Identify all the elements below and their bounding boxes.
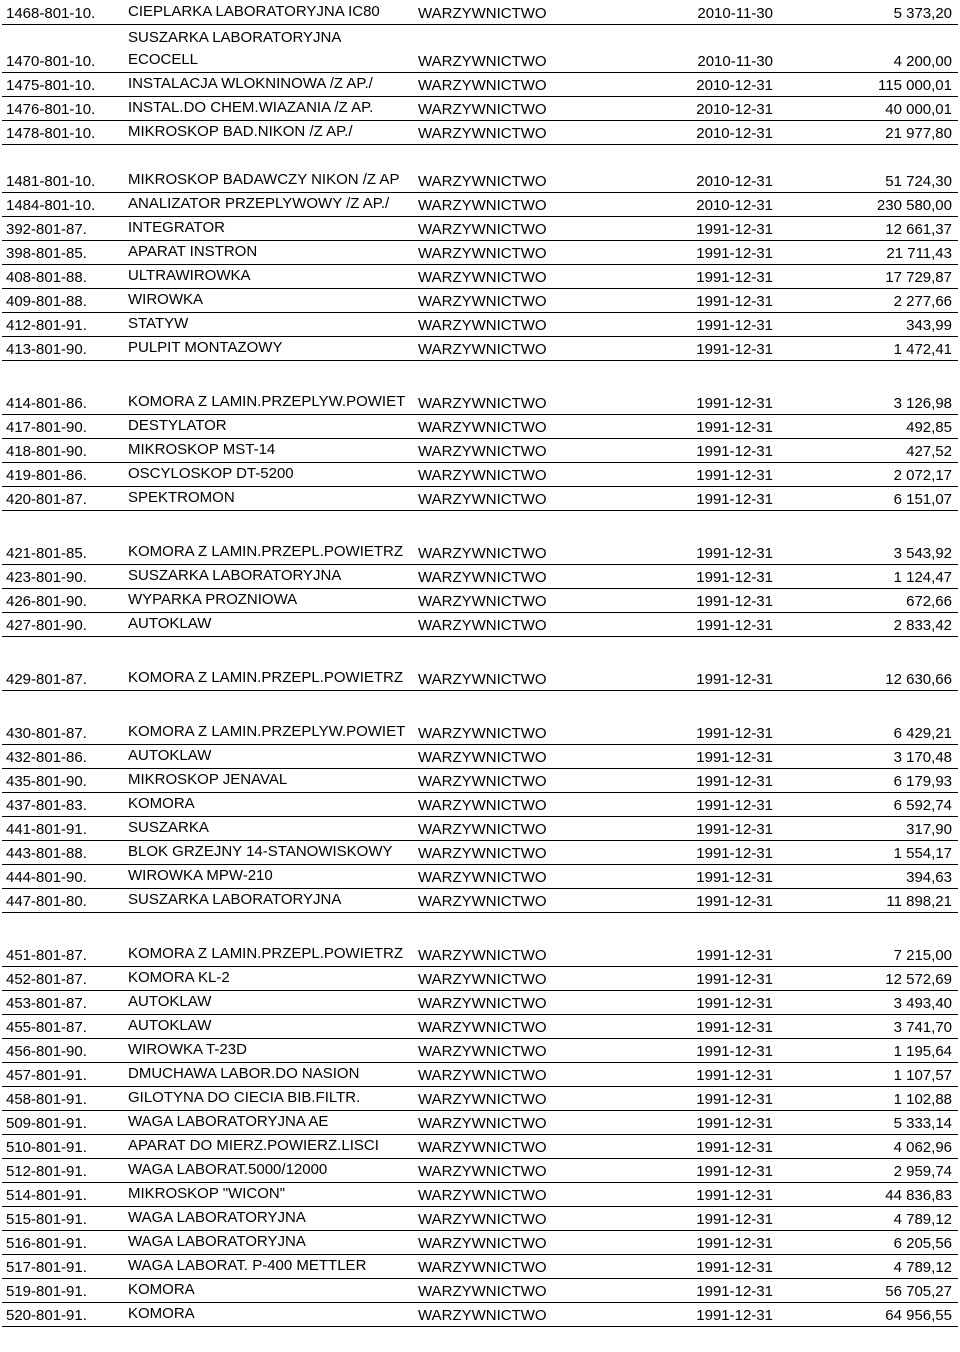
value-cell: 6 429,21: [776, 690, 958, 744]
category-cell: WARZYWNICTWO: [414, 588, 570, 612]
asset-name-cell: WIROWKA T-23D: [124, 1038, 414, 1062]
asset-name-cell: SPEKTROMON: [124, 486, 414, 510]
asset-id-cell: 458-801-91.: [2, 1086, 124, 1110]
asset-name-cell: STATYW: [124, 312, 414, 336]
asset-name-cell: SUSZARKA LABORATORYJNA ECOCELL: [124, 24, 414, 72]
date-cell: 1991-12-31: [570, 990, 776, 1014]
date-cell: 1991-12-31: [570, 690, 776, 744]
category-cell: WARZYWNICTWO: [414, 462, 570, 486]
table-row: [2, 24, 958, 72]
date-cell: 2010-12-31: [570, 96, 776, 120]
category-cell: WARZYWNICTWO: [414, 1278, 570, 1302]
table-row: [2, 312, 958, 336]
category-cell: WARZYWNICTWO: [414, 768, 570, 792]
asset-name-cell: KOMORA: [124, 1278, 414, 1302]
table-row: [2, 990, 958, 1014]
date-cell: 2010-12-31: [570, 192, 776, 216]
asset-name-cell: APARAT INSTRON: [124, 240, 414, 264]
category-cell: WARZYWNICTWO: [414, 120, 570, 144]
category-cell: WARZYWNICTWO: [414, 1302, 570, 1326]
category-cell: WARZYWNICTWO: [414, 612, 570, 636]
category-cell: WARZYWNICTWO: [414, 690, 570, 744]
date-cell: 2010-12-31: [570, 144, 776, 192]
date-cell: 1991-12-31: [570, 1230, 776, 1254]
value-cell: 317,90: [776, 816, 958, 840]
asset-id-cell: 441-801-91.: [2, 816, 124, 840]
asset-name-cell: MIKROSKOP BADAWCZY NIKON /Z AP: [124, 144, 414, 192]
value-cell: 3 741,70: [776, 1014, 958, 1038]
category-cell: WARZYWNICTWO: [414, 1158, 570, 1182]
asset-id-cell: 412-801-91.: [2, 312, 124, 336]
category-cell: WARZYWNICTWO: [414, 636, 570, 690]
value-cell: 5 373,20: [776, 0, 958, 24]
asset-name-cell: KOMORA KL-2: [124, 966, 414, 990]
category-cell: WARZYWNICTWO: [414, 564, 570, 588]
date-cell: 1991-12-31: [570, 312, 776, 336]
date-cell: 1991-12-31: [570, 792, 776, 816]
asset-name-cell: WIROWKA: [124, 288, 414, 312]
asset-id-cell: 516-801-91.: [2, 1230, 124, 1254]
asset-name-cell: DMUCHAWA LABOR.DO NASION: [124, 1062, 414, 1086]
date-cell: 1991-12-31: [570, 1038, 776, 1062]
asset-name-cell: GILOTYNA DO CIECIA BIB.FILTR.: [124, 1086, 414, 1110]
asset-name-cell: WAGA LABORATORYJNA: [124, 1206, 414, 1230]
table-row: [2, 414, 958, 438]
date-cell: 2010-12-31: [570, 120, 776, 144]
table-row: [2, 438, 958, 462]
value-cell: 44 836,83: [776, 1182, 958, 1206]
category-cell: WARZYWNICTWO: [414, 264, 570, 288]
value-cell: 21 711,43: [776, 240, 958, 264]
value-cell: 12 572,69: [776, 966, 958, 990]
category-cell: WARZYWNICTWO: [414, 990, 570, 1014]
asset-name-cell: CIEPLARKA LABORATORYJNA IC80: [124, 0, 414, 24]
value-cell: 1 472,41: [776, 336, 958, 360]
asset-name-cell: WAGA LABORATORYJNA: [124, 1230, 414, 1254]
asset-id-cell: 432-801-86.: [2, 744, 124, 768]
category-cell: WARZYWNICTWO: [414, 1206, 570, 1230]
date-cell: 1991-12-31: [570, 588, 776, 612]
category-cell: WARZYWNICTWO: [414, 1014, 570, 1038]
asset-name-cell: WAGA LABORAT. P-400 METTLER: [124, 1254, 414, 1278]
asset-id-cell: 517-801-91.: [2, 1254, 124, 1278]
asset-id-cell: 417-801-90.: [2, 414, 124, 438]
table-row: [2, 120, 958, 144]
value-cell: 17 729,87: [776, 264, 958, 288]
date-cell: 1991-12-31: [570, 1134, 776, 1158]
asset-id-cell: 427-801-90.: [2, 612, 124, 636]
table-row: [2, 96, 958, 120]
table-row: [2, 288, 958, 312]
category-cell: WARZYWNICTWO: [414, 414, 570, 438]
asset-id-cell: 520-801-91.: [2, 1302, 124, 1326]
asset-id-cell: 515-801-91.: [2, 1206, 124, 1230]
date-cell: 1991-12-31: [570, 1278, 776, 1302]
table-row: [2, 912, 958, 966]
table-row: [2, 1230, 958, 1254]
asset-id-cell: 455-801-87.: [2, 1014, 124, 1038]
category-cell: WARZYWNICTWO: [414, 216, 570, 240]
value-cell: 2 959,74: [776, 1158, 958, 1182]
value-cell: 3 543,92: [776, 510, 958, 564]
asset-name-cell: ANALIZATOR PRZEPLYWOWY /Z AP./: [124, 192, 414, 216]
asset-name-cell: AUTOKLAW: [124, 612, 414, 636]
value-cell: 1 102,88: [776, 1086, 958, 1110]
value-cell: 4 062,96: [776, 1134, 958, 1158]
table-row: [2, 486, 958, 510]
category-cell: WARZYWNICTWO: [414, 510, 570, 564]
asset-name-cell: WAGA LABORATORYJNA AE: [124, 1110, 414, 1134]
asset-name-cell: KOMORA Z LAMIN.PRZEPLYW.POWIET: [124, 690, 414, 744]
category-cell: WARZYWNICTWO: [414, 792, 570, 816]
category-cell: WARZYWNICTWO: [414, 72, 570, 96]
date-cell: 1991-12-31: [570, 1206, 776, 1230]
asset-id-cell: 1478-801-10.: [2, 120, 124, 144]
table-row: [2, 462, 958, 486]
table-row: [2, 768, 958, 792]
value-cell: 672,66: [776, 588, 958, 612]
asset-id-cell: 512-801-91.: [2, 1158, 124, 1182]
date-cell: 1991-12-31: [570, 840, 776, 864]
value-cell: 12 661,37: [776, 216, 958, 240]
category-cell: WARZYWNICTWO: [414, 1110, 570, 1134]
date-cell: 1991-12-31: [570, 912, 776, 966]
asset-name-cell: SUSZARKA LABORATORYJNA: [124, 564, 414, 588]
category-cell: WARZYWNICTWO: [414, 360, 570, 414]
table-row: [2, 0, 958, 24]
value-cell: 40 000,01: [776, 96, 958, 120]
inventory-table-body: [2, 0, 958, 1326]
category-cell: WARZYWNICTWO: [414, 336, 570, 360]
asset-id-cell: 1476-801-10.: [2, 96, 124, 120]
category-cell: WARZYWNICTWO: [414, 912, 570, 966]
asset-name-cell: INTEGRATOR: [124, 216, 414, 240]
table-row: [2, 1110, 958, 1134]
category-cell: WARZYWNICTWO: [414, 144, 570, 192]
asset-name-cell: KOMORA Z LAMIN.PRZEPLYW.POWIET: [124, 360, 414, 414]
category-cell: WARZYWNICTWO: [414, 288, 570, 312]
value-cell: 115 000,01: [776, 72, 958, 96]
asset-name-cell: SUSZARKA: [124, 816, 414, 840]
asset-id-cell: 443-801-88.: [2, 840, 124, 864]
value-cell: 2 833,42: [776, 612, 958, 636]
value-cell: 1 124,47: [776, 564, 958, 588]
asset-name-cell: OSCYLOSKOP DT-5200: [124, 462, 414, 486]
table-row: [2, 690, 958, 744]
date-cell: 1991-12-31: [570, 288, 776, 312]
asset-name-cell: APARAT DO MIERZ.POWIERZ.LISCI: [124, 1134, 414, 1158]
date-cell: 1991-12-31: [570, 240, 776, 264]
date-cell: 1991-12-31: [570, 768, 776, 792]
inventory-table: [2, 0, 958, 1327]
value-cell: 4 789,12: [776, 1206, 958, 1230]
date-cell: 1991-12-31: [570, 462, 776, 486]
value-cell: 64 956,55: [776, 1302, 958, 1326]
asset-id-cell: 510-801-91.: [2, 1134, 124, 1158]
asset-id-cell: 430-801-87.: [2, 690, 124, 744]
table-row: [2, 144, 958, 192]
value-cell: 12 630,66: [776, 636, 958, 690]
asset-name-cell: PULPIT MONTAZOWY: [124, 336, 414, 360]
asset-id-cell: 419-801-86.: [2, 462, 124, 486]
value-cell: 492,85: [776, 414, 958, 438]
asset-name-cell: MIKROSKOP "WICON": [124, 1182, 414, 1206]
asset-id-cell: 452-801-87.: [2, 966, 124, 990]
value-cell: 6 179,93: [776, 768, 958, 792]
category-cell: WARZYWNICTWO: [414, 96, 570, 120]
value-cell: 1 195,64: [776, 1038, 958, 1062]
value-cell: 21 977,80: [776, 120, 958, 144]
value-cell: 6 592,74: [776, 792, 958, 816]
table-row: [2, 360, 958, 414]
category-cell: WARZYWNICTWO: [414, 486, 570, 510]
asset-id-cell: 519-801-91.: [2, 1278, 124, 1302]
value-cell: 7 215,00: [776, 912, 958, 966]
asset-id-cell: 1475-801-10.: [2, 72, 124, 96]
asset-name-cell: KOMORA Z LAMIN.PRZEPL.POWIETRZ: [124, 636, 414, 690]
value-cell: 1 107,57: [776, 1062, 958, 1086]
table-row: [2, 1062, 958, 1086]
category-cell: WARZYWNICTWO: [414, 1254, 570, 1278]
date-cell: 2010-12-31: [570, 72, 776, 96]
table-row: [2, 1134, 958, 1158]
table-row: [2, 966, 958, 990]
table-row: [2, 840, 958, 864]
table-row: [2, 216, 958, 240]
value-cell: 3 170,48: [776, 744, 958, 768]
asset-id-cell: 413-801-90.: [2, 336, 124, 360]
category-cell: WARZYWNICTWO: [414, 240, 570, 264]
date-cell: 1991-12-31: [570, 1086, 776, 1110]
category-cell: WARZYWNICTWO: [414, 966, 570, 990]
table-row: [2, 588, 958, 612]
value-cell: 11 898,21: [776, 888, 958, 912]
table-row: [2, 744, 958, 768]
date-cell: 1991-12-31: [570, 1158, 776, 1182]
asset-name-cell: WYPARKA PROZNIOWA: [124, 588, 414, 612]
asset-id-cell: 447-801-80.: [2, 888, 124, 912]
asset-name-cell: INSTAL.DO CHEM.WIAZANIA /Z AP.: [124, 96, 414, 120]
date-cell: 1991-12-31: [570, 510, 776, 564]
category-cell: WARZYWNICTWO: [414, 192, 570, 216]
asset-id-cell: 408-801-88.: [2, 264, 124, 288]
asset-id-cell: 514-801-91.: [2, 1182, 124, 1206]
asset-id-cell: 421-801-85.: [2, 510, 124, 564]
date-cell: 1991-12-31: [570, 1254, 776, 1278]
asset-id-cell: 423-801-90.: [2, 564, 124, 588]
asset-name-cell: MIKROSKOP BAD.NIKON /Z AP./: [124, 120, 414, 144]
asset-id-cell: 426-801-90.: [2, 588, 124, 612]
asset-id-cell: 398-801-85.: [2, 240, 124, 264]
value-cell: 6 151,07: [776, 486, 958, 510]
value-cell: 6 205,56: [776, 1230, 958, 1254]
table-row: [2, 1302, 958, 1326]
value-cell: 2 277,66: [776, 288, 958, 312]
table-row: [2, 1158, 958, 1182]
date-cell: 1991-12-31: [570, 1062, 776, 1086]
value-cell: 56 705,27: [776, 1278, 958, 1302]
asset-name-cell: AUTOKLAW: [124, 744, 414, 768]
asset-id-cell: 1470-801-10.: [2, 24, 124, 72]
date-cell: 1991-12-31: [570, 414, 776, 438]
category-cell: WARZYWNICTWO: [414, 24, 570, 72]
category-cell: WARZYWNICTWO: [414, 888, 570, 912]
date-cell: 1991-12-31: [570, 1014, 776, 1038]
value-cell: 4 789,12: [776, 1254, 958, 1278]
value-cell: 5 333,14: [776, 1110, 958, 1134]
category-cell: WARZYWNICTWO: [414, 1038, 570, 1062]
asset-id-cell: 457-801-91.: [2, 1062, 124, 1086]
asset-id-cell: 453-801-87.: [2, 990, 124, 1014]
value-cell: 2 072,17: [776, 462, 958, 486]
asset-name-cell: ULTRAWIROWKA: [124, 264, 414, 288]
value-cell: 230 580,00: [776, 192, 958, 216]
category-cell: WARZYWNICTWO: [414, 1230, 570, 1254]
date-cell: 1991-12-31: [570, 816, 776, 840]
asset-id-cell: 451-801-87.: [2, 912, 124, 966]
asset-id-cell: 414-801-86.: [2, 360, 124, 414]
value-cell: 51 724,30: [776, 144, 958, 192]
asset-id-cell: 409-801-88.: [2, 288, 124, 312]
asset-id-cell: 392-801-87.: [2, 216, 124, 240]
table-row: [2, 864, 958, 888]
category-cell: WARZYWNICTWO: [414, 438, 570, 462]
table-row: [2, 72, 958, 96]
date-cell: 1991-12-31: [570, 264, 776, 288]
value-cell: 4 200,00: [776, 24, 958, 72]
table-row: [2, 636, 958, 690]
value-cell: 1 554,17: [776, 840, 958, 864]
asset-name-cell: AUTOKLAW: [124, 990, 414, 1014]
table-row: [2, 1254, 958, 1278]
date-cell: 1991-12-31: [570, 864, 776, 888]
asset-id-cell: 437-801-83.: [2, 792, 124, 816]
category-cell: WARZYWNICTWO: [414, 1134, 570, 1158]
value-cell: 3 126,98: [776, 360, 958, 414]
category-cell: WARZYWNICTWO: [414, 0, 570, 24]
table-row: [2, 192, 958, 216]
asset-name-cell: WIROWKA MPW-210: [124, 864, 414, 888]
asset-name-cell: DESTYLATOR: [124, 414, 414, 438]
asset-id-cell: 1468-801-10.: [2, 0, 124, 24]
table-row: [2, 264, 958, 288]
date-cell: 2010-11-30: [570, 24, 776, 72]
category-cell: WARZYWNICTWO: [414, 840, 570, 864]
asset-name-cell: AUTOKLAW: [124, 1014, 414, 1038]
date-cell: 1991-12-31: [570, 966, 776, 990]
table-row: [2, 1014, 958, 1038]
date-cell: 1991-12-31: [570, 360, 776, 414]
asset-id-cell: 444-801-90.: [2, 864, 124, 888]
asset-name-cell: WAGA LABORAT.5000/12000: [124, 1158, 414, 1182]
asset-id-cell: 429-801-87.: [2, 636, 124, 690]
asset-name-cell: SUSZARKA LABORATORYJNA: [124, 888, 414, 912]
category-cell: WARZYWNICTWO: [414, 1086, 570, 1110]
category-cell: WARZYWNICTWO: [414, 744, 570, 768]
date-cell: 2010-11-30: [570, 0, 776, 24]
date-cell: 1991-12-31: [570, 564, 776, 588]
asset-id-cell: 1484-801-10.: [2, 192, 124, 216]
category-cell: WARZYWNICTWO: [414, 1182, 570, 1206]
table-row: [2, 564, 958, 588]
asset-name-cell: MIKROSKOP JENAVAL: [124, 768, 414, 792]
date-cell: 1991-12-31: [570, 336, 776, 360]
date-cell: 1991-12-31: [570, 636, 776, 690]
date-cell: 1991-12-31: [570, 1182, 776, 1206]
table-row: [2, 1182, 958, 1206]
asset-name-cell: KOMORA: [124, 1302, 414, 1326]
table-row: [2, 1038, 958, 1062]
table-row: [2, 1206, 958, 1230]
table-row: [2, 336, 958, 360]
category-cell: WARZYWNICTWO: [414, 312, 570, 336]
value-cell: 394,63: [776, 864, 958, 888]
asset-id-cell: 418-801-90.: [2, 438, 124, 462]
asset-id-cell: 456-801-90.: [2, 1038, 124, 1062]
asset-id-cell: 435-801-90.: [2, 768, 124, 792]
date-cell: 1991-12-31: [570, 1110, 776, 1134]
date-cell: 1991-12-31: [570, 744, 776, 768]
asset-name-cell: BLOK GRZEJNY 14-STANOWISKOWY: [124, 840, 414, 864]
value-cell: 427,52: [776, 438, 958, 462]
asset-name-cell: KOMORA Z LAMIN.PRZEPL.POWIETRZ: [124, 510, 414, 564]
asset-name-cell: INSTALACJA WLOKNINOWA /Z AP./: [124, 72, 414, 96]
date-cell: 1991-12-31: [570, 888, 776, 912]
date-cell: 1991-12-31: [570, 216, 776, 240]
category-cell: WARZYWNICTWO: [414, 816, 570, 840]
value-cell: 3 493,40: [776, 990, 958, 1014]
table-row: [2, 888, 958, 912]
table-row: [2, 792, 958, 816]
category-cell: WARZYWNICTWO: [414, 864, 570, 888]
table-row: [2, 1278, 958, 1302]
category-cell: WARZYWNICTWO: [414, 1062, 570, 1086]
table-row: [2, 612, 958, 636]
asset-id-cell: 1481-801-10.: [2, 144, 124, 192]
value-cell: 343,99: [776, 312, 958, 336]
table-row: [2, 816, 958, 840]
table-row: [2, 240, 958, 264]
date-cell: 1991-12-31: [570, 486, 776, 510]
asset-id-cell: 420-801-87.: [2, 486, 124, 510]
date-cell: 1991-12-31: [570, 438, 776, 462]
table-row: [2, 510, 958, 564]
asset-name-cell: KOMORA: [124, 792, 414, 816]
asset-name-cell: MIKROSKOP MST-14: [124, 438, 414, 462]
asset-id-cell: 509-801-91.: [2, 1110, 124, 1134]
date-cell: 1991-12-31: [570, 612, 776, 636]
date-cell: 1991-12-31: [570, 1302, 776, 1326]
asset-name-cell: KOMORA Z LAMIN.PRZEPL.POWIETRZ: [124, 912, 414, 966]
table-row: [2, 1086, 958, 1110]
